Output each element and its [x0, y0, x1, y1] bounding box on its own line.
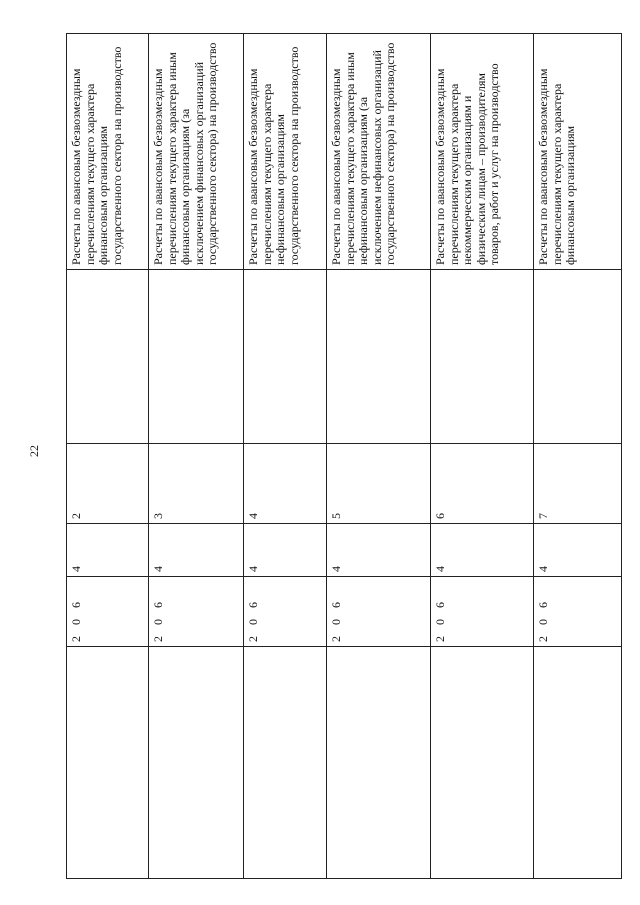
- account-name-cell: Расчеты по авансовым безвозмездным перечислениям текущего характера нефинансовым организациям государственного сектора на производство: [244, 34, 327, 270]
- account-code-cell: 2 0 6: [67, 577, 149, 647]
- empty-cell: [327, 647, 431, 879]
- table-row: [67, 34, 149, 879]
- code-digit-cell: 2: [67, 444, 149, 524]
- code-digit-cell: 5: [327, 444, 431, 524]
- code-digit-cell: 7: [534, 444, 622, 524]
- empty-cell: [244, 647, 327, 879]
- code-digit-cell: 4: [149, 524, 244, 577]
- empty-cell: [67, 647, 149, 879]
- account-name-cell: Расчеты по авансовым безвозмездным перечислениям текущего характера иным финансовым организациям (за исключением финансовых организаций государственного сектора) на производство: [149, 34, 244, 270]
- empty-cell: [244, 270, 327, 444]
- account-name-cell: Расчеты по авансовым безвозмездным перечислениям текущего характера некоммерческим организациям и физическим лицам – производителям товаров, работ и услуг на производство: [431, 34, 534, 270]
- empty-cell: [67, 270, 149, 444]
- account-name-cell: Расчеты по авансовым безвозмездным перечислениям текущего характера финансовым организациям государственного сектора на производство: [67, 34, 149, 270]
- empty-cell: [431, 647, 534, 879]
- code-digit-cell: 6: [431, 444, 534, 524]
- accounts-table: [66, 33, 622, 879]
- code-digit-cell: 4: [327, 524, 431, 577]
- table-row: [431, 34, 534, 879]
- account-name-cell: Расчеты по авансовым безвозмездным перечислениям текущего характера иным нефинансовым организациям (за исключением нефинансовых организаций государственного сектора) на производство: [327, 34, 431, 270]
- empty-cell: [534, 647, 622, 879]
- empty-cell: [431, 270, 534, 444]
- table-row: [327, 34, 431, 879]
- table-row: [244, 34, 327, 879]
- rotated-table-container: [66, 34, 621, 879]
- empty-cell: [149, 647, 244, 879]
- code-digit-cell: 4: [244, 444, 327, 524]
- code-digit-cell: 4: [534, 524, 622, 577]
- table-row: [149, 34, 244, 879]
- code-digit-cell: 4: [67, 524, 149, 577]
- empty-cell: [327, 270, 431, 444]
- account-code-cell: 2 0 6: [149, 577, 244, 647]
- empty-cell: [149, 270, 244, 444]
- code-digit-cell: 4: [244, 524, 327, 577]
- code-digit-cell: 4: [431, 524, 534, 577]
- table-row: [534, 34, 622, 879]
- code-digit-cell: 3: [149, 444, 244, 524]
- account-code-cell: 2 0 6: [431, 577, 534, 647]
- empty-cell: [534, 270, 622, 444]
- account-name-cell: Расчеты по авансовым безвозмездным перечислениям текущего характера финансовым организациям: [534, 34, 622, 270]
- account-code-cell: 2 0 6: [534, 577, 622, 647]
- page-number: 22: [27, 445, 41, 457]
- account-code-cell: 2 0 6: [327, 577, 431, 647]
- account-code-cell: 2 0 6: [244, 577, 327, 647]
